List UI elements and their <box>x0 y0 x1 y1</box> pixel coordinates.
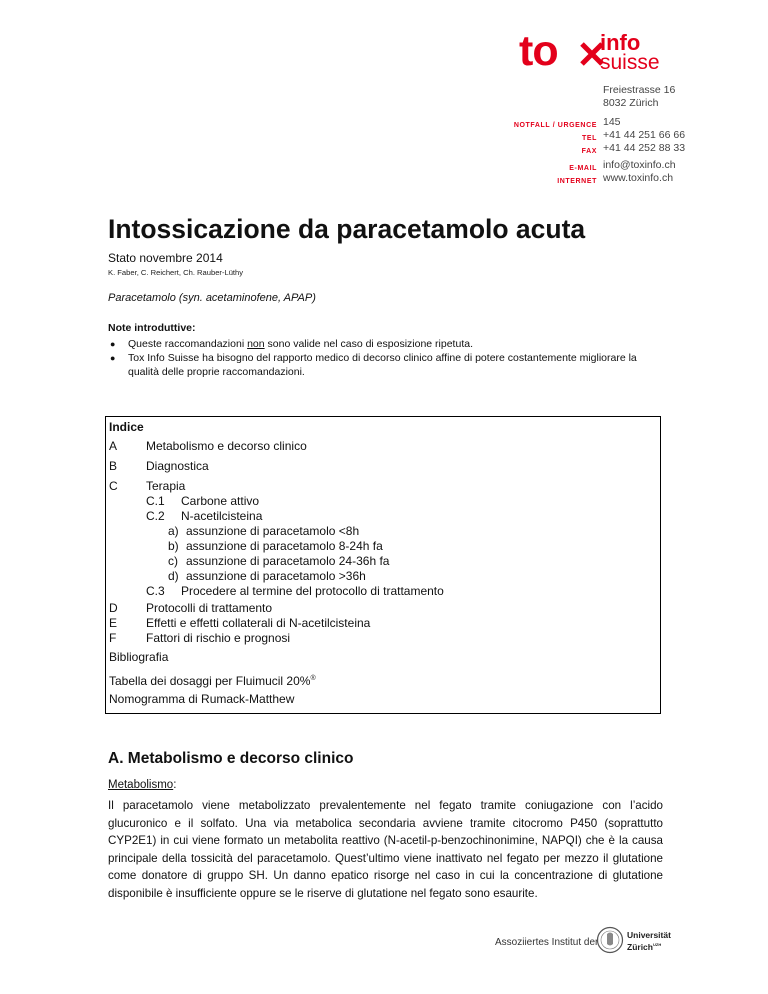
note-text: Queste raccomandazioni <box>128 338 248 350</box>
toc-letter: A <box>109 439 118 453</box>
toc-item-c2c[interactable]: assunzione di paracetamolo 24-36h fa <box>186 554 390 568</box>
toc-subnum: C.3 <box>146 584 165 598</box>
toc-letter: E <box>109 616 118 630</box>
document-title: Intossicazione da paracetamolo acuta <box>108 214 586 244</box>
toc-subnum: C.2 <box>146 509 165 523</box>
toxinfo-logo <box>519 27 660 78</box>
toc-item-b[interactable]: Diagnostica <box>146 459 209 473</box>
note-emphasis: non <box>247 338 265 350</box>
toc-heading: Indice <box>109 420 144 434</box>
toc-item-c2d[interactable]: assunzione di paracetamolo >36h <box>186 569 366 583</box>
tel-label: TEL <box>581 135 597 142</box>
bullet-icon: ● <box>110 339 116 349</box>
toc-subletter: d) <box>168 569 179 583</box>
internet-label: INTERNET <box>557 178 597 185</box>
toc-letter: D <box>109 601 118 615</box>
metabolism-paragraph: Il paracetamolo viene metabolizzato prevalentemente nel fegato tramite coniugazione con l’acido glucuronico e il solfato. Una via metabolica secondaria avviene tramite citocromo P450 (soprattutto CYP2E1) in cui viene formato un metabolita reattivo (N-acetil-p-benzochinonimine, NAPQI) che è la causa principale della tossicità del paracetamolo. Quest’ultimo viene inattivato nel fegato per mezzo il glutatione come donatore di gruppo SH. Un danno epatico risorge nel caso in cui la concentrazione di glutatione disponibile è insufficiente oppure se le riserve di glutatione nel fegato sono esaurite. <box>108 799 663 900</box>
logo-info-text: info <box>600 30 641 55</box>
fax-value: +41 44 252 88 33 <box>603 142 686 154</box>
subheading-text: Metabolismo <box>108 779 174 791</box>
toc-item-d[interactable]: Protocolli di trattamento <box>146 601 273 615</box>
toc-subletter: a) <box>168 524 179 538</box>
uzh-mark: UZH <box>652 942 662 947</box>
fax-label: FAX <box>581 148 597 155</box>
toc-subletter: b) <box>168 539 179 553</box>
toc-item-c[interactable]: Terapia <box>146 479 186 493</box>
subheading-colon: : <box>173 779 177 791</box>
university-name-line: Universität <box>627 930 671 940</box>
metabolism-subheading <box>108 779 176 791</box>
toc-item-c2b[interactable]: assunzione di paracetamolo 8-24h fa <box>186 539 383 553</box>
footer-association-text: Assoziiertes Institut der <box>495 937 599 948</box>
notes-list <box>108 337 663 379</box>
tel-value[interactable]: +41 44 251 66 66 <box>603 129 686 141</box>
note-item <box>108 351 663 379</box>
section-a-heading: A. Metabolismo e decorso clinico <box>108 750 354 767</box>
address-city: 8032 Zürich <box>603 97 659 109</box>
document-authors: K. Faber, C. Reichert, Ch. Rauber-Lüthy <box>108 268 244 277</box>
toc-item-bibliography[interactable]: Bibliografia <box>109 650 169 664</box>
table-of-contents <box>105 416 661 714</box>
email-label: E-MAIL <box>569 165 597 172</box>
website-link[interactable]: www.toxinfo.ch <box>603 172 674 184</box>
toc-item-a[interactable]: Metabolismo e decorso clinico <box>146 439 307 453</box>
toc-item-c3[interactable]: Procedere al termine del protocollo di trattamento <box>181 584 444 598</box>
toc-letter: F <box>109 631 117 645</box>
toc-item-label: Tabella dei dosaggi per Fluimucil 20% <box>109 674 311 688</box>
toc-letter: B <box>109 459 118 473</box>
logo-suisse-text: suisse <box>600 51 660 74</box>
document-date: Stato novembre 2014 <box>108 251 223 265</box>
toc-item-f[interactable]: Fattori di rischio e prognosi <box>146 631 291 645</box>
toc-item-c2a[interactable]: assunzione di paracetamolo <8h <box>186 524 360 538</box>
university-seal-icon <box>596 926 624 954</box>
toc-item-dosage-table[interactable] <box>109 671 316 689</box>
logo-tox-text: to <box>519 27 558 75</box>
email-link[interactable]: info@toxinfo.ch <box>603 159 676 171</box>
toc-subnum: C.1 <box>146 494 165 508</box>
substance-name: Paracetamolo (syn. acetaminofene, APAP) <box>108 292 316 304</box>
note-item <box>108 337 663 351</box>
toc-subletter: c) <box>168 554 178 568</box>
notfall-value: 145 <box>603 116 621 128</box>
notes-heading: Note introduttive: <box>108 322 196 334</box>
toc-item-nomogram[interactable]: Nomogramma di Rumack-Matthew <box>109 692 295 706</box>
toc-item-e[interactable]: Effetti e effetti collaterali di N-acetilcisteina <box>146 616 371 630</box>
toc-item-c1[interactable]: Carbone attivo <box>181 494 260 508</box>
note-text: Tox Info Suisse ha bisogno del rapporto medico di decorso clinico affine di potere costantemente migliorare la qualità delle proprie raccomandazioni. <box>128 352 637 378</box>
notfall-label: NOTFALL / URGENCE <box>513 122 597 129</box>
bullet-icon: ● <box>110 353 116 363</box>
toc-letter: C <box>109 479 118 493</box>
registered-mark: ® <box>310 675 316 682</box>
address-street: Freiestrasse 16 <box>603 84 676 96</box>
note-text: sono valide nel caso di esposizione ripetuta. <box>264 338 473 350</box>
toc-item-c2[interactable]: N-acetilcisteina <box>181 509 263 523</box>
university-name <box>627 930 671 952</box>
university-city: Zürich <box>627 941 653 952</box>
